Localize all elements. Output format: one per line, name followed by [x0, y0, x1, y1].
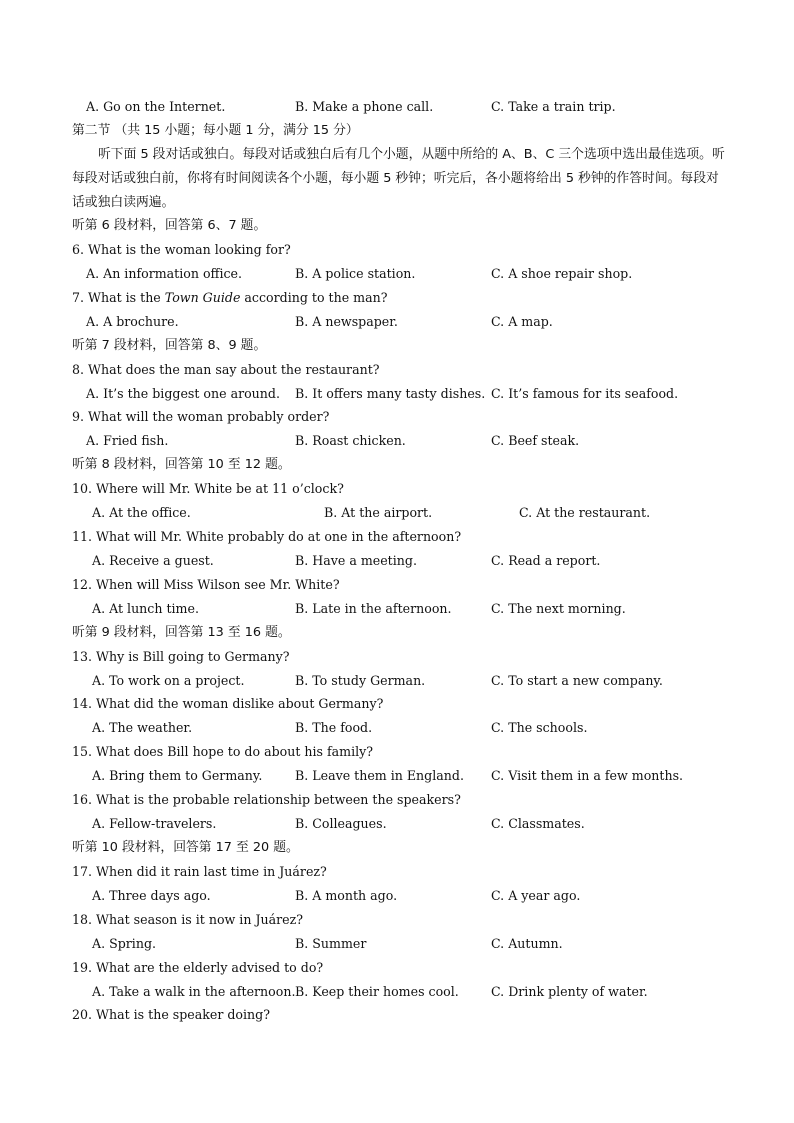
options-9 [0, 431, 794, 451]
question-6 [0, 240, 794, 260]
option-b: B. The food. [295, 720, 373, 735]
passage-header-8 [0, 455, 794, 475]
option-a: A. Go on the Internet. [86, 99, 226, 114]
question-7 [0, 288, 794, 308]
option-a: A. Fellow-travelers. [92, 816, 217, 831]
question-17 [0, 862, 794, 882]
option-c: C. Visit them in a few months. [491, 768, 684, 783]
option-b: B. A police station. [295, 266, 416, 281]
option-c: C. A year ago. [491, 888, 581, 903]
option-c: C. Beef steak. [491, 433, 580, 448]
options-12 [0, 599, 794, 619]
question-text: 10. Where will Mr. White be at 11 o’clock? [72, 481, 344, 496]
passage-label: 听第 8 段材料，回答第 10 至 12 题。 [72, 457, 291, 472]
options-10 [0, 503, 794, 523]
question-text: 15. What does Bill hope to do about his family? [72, 744, 374, 759]
option-b: B. At the airport. [324, 505, 433, 520]
option-c: C. Classmates. [491, 816, 585, 831]
options-11 [0, 551, 794, 571]
question-16 [0, 790, 794, 810]
option-a: A. Three days ago. [92, 888, 211, 903]
q5-options-row [0, 97, 794, 117]
question-11 [0, 527, 794, 547]
option-c: C. At the restaurant. [519, 505, 651, 520]
question-text: 6. What is the woman looking for? [72, 242, 291, 257]
question-text: 20. What is the speaker doing? [72, 1007, 270, 1022]
option-c: C. The schools. [491, 720, 588, 735]
passage-header-10 [0, 838, 794, 858]
option-c: C. It’s famous for its seafood. [491, 386, 679, 401]
options-13 [0, 671, 794, 691]
option-b: B. A newspaper. [295, 314, 398, 329]
passage-label: 听第 7 段材料，回答第 8、9 题。 [72, 338, 267, 353]
question-text: 17. When did it rain last time in Juárez? [72, 864, 327, 879]
options-15 [0, 766, 794, 786]
question-text: 11. What will Mr. White probably do at one in the afternoon? [72, 529, 462, 544]
option-b: B. Roast chicken. [295, 433, 406, 448]
question-text: 19. What are the elderly advised to do? [72, 960, 324, 975]
options-18 [0, 934, 794, 954]
question-text: 14. What did the woman dislike about Germany? [72, 696, 384, 711]
option-a: A. A brochure. [86, 314, 179, 329]
instructions-paragraph [72, 143, 727, 215]
option-c: C. To start a new company. [491, 673, 663, 688]
option-a: A. Bring them to Germany. [92, 768, 263, 783]
options-6 [0, 264, 794, 284]
question-text: 18. What season is it now in Juárez? [72, 912, 303, 927]
option-c: C. The next morning. [491, 601, 626, 616]
option-c: C. Autumn. [491, 936, 563, 951]
options-17 [0, 886, 794, 906]
question-text: 9. What will the woman probably order? [72, 409, 330, 424]
option-c: C. Read a report. [491, 553, 601, 568]
option-b: B. Colleagues. [295, 816, 387, 831]
option-c: C. A shoe repair shop. [491, 266, 633, 281]
option-a: A. At the office. [92, 505, 191, 520]
question-12 [0, 575, 794, 595]
option-b: B. Have a meeting. [295, 553, 417, 568]
options-14 [0, 718, 794, 738]
option-b: B. Late in the afternoon. [295, 601, 452, 616]
passage-header-6 [0, 216, 794, 236]
question-text: 8. What does the man say about the restaurant? [72, 362, 380, 377]
question-text [72, 288, 387, 308]
option-a: A. It’s the biggest one around. [86, 386, 280, 401]
question-18 [0, 910, 794, 930]
options-8 [0, 384, 794, 404]
option-b: B. A month ago. [295, 888, 398, 903]
options-19 [0, 982, 794, 1002]
option-b: B. Keep their homes cool. [295, 984, 459, 999]
question-19 [0, 958, 794, 978]
instructions-text: 听下面 5 段对话或独白。每段对话或独白后有几个小题，从题中所给的 A、B、C 三个选项中选出最佳选项。听每段对话或独白前，你将有时间阅读各个小题，每小题 5 秒钟；听完后，各小题将给出 5 秒钟的作答时间。每段对话或独白读两遍。 [72, 147, 725, 210]
option-b: B. To study German. [295, 673, 426, 688]
section-title: 第二节 （共 15 小题；每小题 1 分，满分 15 分） [72, 123, 359, 138]
option-a: A. The weather. [92, 720, 193, 735]
option-a: A. Take a walk in the afternoon. [92, 984, 296, 999]
question-10 [0, 479, 794, 499]
passage-header-7 [0, 336, 794, 356]
passage-header-9 [0, 623, 794, 643]
question-text: 16. What is the probable relationship between the speakers? [72, 792, 461, 807]
option-a: A. Fried fish. [86, 433, 169, 448]
passage-label: 听第 6 段材料，回答第 6、7 题。 [72, 218, 267, 233]
option-b: B. Make a phone call. [295, 99, 434, 114]
option-b: B. Leave them in England. [295, 768, 464, 783]
option-c: C. A map. [491, 314, 553, 329]
option-a: A. To work on a project. [92, 673, 245, 688]
question-14 [0, 694, 794, 714]
passage-label: 听第 10 段材料，回答第 17 至 20 题。 [72, 840, 299, 855]
question-text-post: according to the man? [240, 290, 388, 305]
option-c: C. Drink plenty of water. [491, 984, 648, 999]
question-text-italic: Town Guide [164, 290, 241, 305]
question-13 [0, 647, 794, 667]
question-text: 12. When will Miss Wilson see Mr. White? [72, 577, 340, 592]
options-7 [0, 312, 794, 332]
option-a: A. An information office. [86, 266, 243, 281]
question-8 [0, 360, 794, 380]
option-a: A. Spring. [92, 936, 157, 951]
option-b: B. Summer [295, 936, 367, 951]
option-c: C. Take a train trip. [491, 99, 616, 114]
options-16 [0, 814, 794, 834]
passage-label: 听第 9 段材料，回答第 13 至 16 题。 [72, 625, 291, 640]
option-a: A. Receive a guest. [92, 553, 214, 568]
option-a: A. At lunch time. [92, 601, 199, 616]
question-text: 13. Why is Bill going to Germany? [72, 649, 290, 664]
section-heading [0, 121, 794, 141]
question-9 [0, 407, 794, 427]
question-20 [0, 1005, 794, 1025]
question-text-pre: 7. What is the [72, 290, 165, 305]
option-b: B. It offers many tasty dishes. [295, 386, 486, 401]
question-15 [0, 742, 794, 762]
